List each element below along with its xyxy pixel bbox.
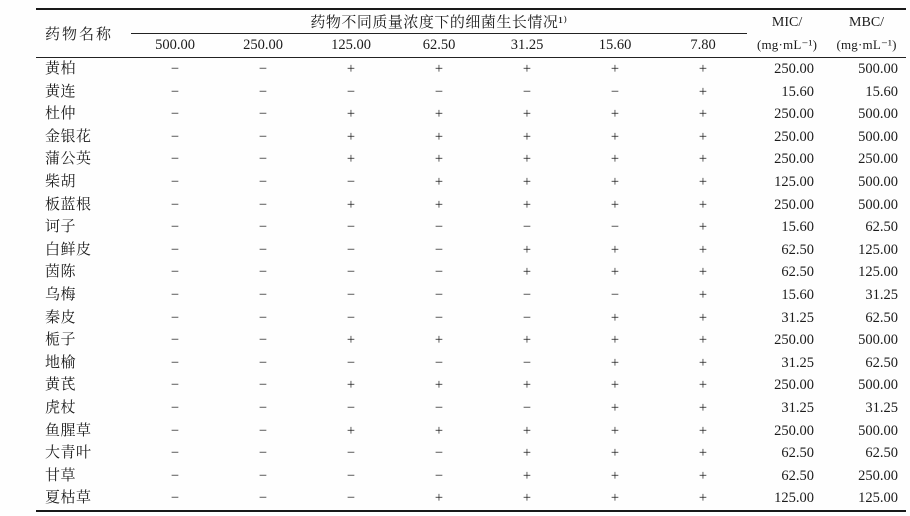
growth-cell-15: + <box>610 241 620 258</box>
growth-cell-250: − <box>258 173 268 190</box>
growth-cell-125: − <box>346 354 356 371</box>
drug-name-cell: 地榆 <box>45 354 77 371</box>
mic-value-cell: 250.00 <box>774 128 815 145</box>
growth-cell-125: − <box>346 173 356 190</box>
growth-cell-250: − <box>258 377 268 394</box>
growth-cell-250: − <box>258 106 268 123</box>
growth-cell-500: − <box>170 128 180 145</box>
table-row <box>36 397 906 420</box>
growth-cell-500: − <box>170 445 180 462</box>
drug-name-cell: 黄芪 <box>45 377 77 394</box>
growth-cell-125: − <box>346 399 356 416</box>
growth-cell-500: − <box>170 196 180 213</box>
growth-cell-31: + <box>522 241 532 258</box>
growth-cell-7: + <box>698 83 708 100</box>
growth-cell-500: − <box>170 467 180 484</box>
growth-cell-31: + <box>522 490 532 507</box>
growth-cell-15: + <box>610 61 620 77</box>
table-row <box>36 103 906 126</box>
growth-cell-125: − <box>346 83 356 100</box>
growth-cell-62: + <box>434 332 444 349</box>
mbc-label: MBC/ <box>849 14 885 30</box>
growth-cell-15: + <box>610 445 620 462</box>
table-row <box>36 148 906 171</box>
growth-cell-250: − <box>258 61 268 77</box>
mbc-value-cell: 500.00 <box>858 332 899 349</box>
table-row <box>36 58 906 81</box>
growth-cell-31: + <box>522 151 532 168</box>
table-row <box>36 284 906 307</box>
table-row <box>36 216 906 239</box>
growth-cell-15: − <box>610 83 620 100</box>
mbc-value-cell: 500.00 <box>858 128 899 145</box>
table-row <box>36 352 906 375</box>
growth-cell-31: + <box>522 61 532 77</box>
growth-cell-250: − <box>258 332 268 349</box>
growth-cell-500: − <box>170 173 180 190</box>
growth-cell-250: − <box>258 241 268 258</box>
growth-cell-125: − <box>346 264 356 281</box>
growth-cell-125: − <box>346 286 356 303</box>
table-row <box>36 261 906 284</box>
growth-cell-7: + <box>698 354 708 371</box>
mic-value-cell: 125.00 <box>774 490 815 507</box>
drug-name-cell: 甘草 <box>45 467 77 484</box>
mic-unit: (mg·mL⁻¹) <box>756 36 818 52</box>
growth-cell-250: − <box>258 83 268 100</box>
growth-cell-31: − <box>522 354 532 371</box>
growth-cell-125: − <box>346 467 356 484</box>
drug-name-cell: 黄连 <box>45 83 77 100</box>
growth-cell-250: − <box>258 264 268 281</box>
growth-cell-31: − <box>522 286 532 303</box>
table-row <box>36 374 906 397</box>
table-row <box>36 194 906 217</box>
growth-cell-7: + <box>698 219 708 236</box>
growth-cell-125: − <box>346 219 356 236</box>
growth-cell-250: − <box>258 467 268 484</box>
drug-name-cell: 柴胡 <box>45 173 77 190</box>
growth-cell-15: + <box>610 128 620 145</box>
growth-cell-15: + <box>610 422 620 439</box>
growth-cell-125: + <box>346 61 356 77</box>
growth-cell-500: − <box>170 264 180 281</box>
growth-cell-15: + <box>610 399 620 416</box>
drug-name-cell: 虎杖 <box>45 399 77 416</box>
drug-name-cell: 诃子 <box>45 219 77 236</box>
mic-value-cell: 250.00 <box>774 151 815 168</box>
drug-name-cell: 秦皮 <box>45 309 77 326</box>
growth-cell-31: + <box>522 128 532 145</box>
growth-cell-250: − <box>258 219 268 236</box>
growth-cell-500: − <box>170 286 180 303</box>
table-row <box>36 329 906 352</box>
mic-value-cell: 15.60 <box>781 83 815 100</box>
drug-name-cell: 栀子 <box>45 332 77 349</box>
growth-cell-250: − <box>258 128 268 145</box>
growth-cell-7: + <box>698 106 708 123</box>
growth-cell-125: + <box>346 422 356 439</box>
mic-value-cell: 62.50 <box>781 445 815 462</box>
drug-name-cell: 夏枯草 <box>45 490 92 507</box>
drug-name-cell: 蒲公英 <box>45 151 92 168</box>
mbc-unit: (mg·mL⁻¹) <box>836 36 897 52</box>
growth-cell-7: + <box>698 173 708 190</box>
table-row <box>36 420 906 443</box>
mic-column-header <box>747 9 827 58</box>
growth-cell-62: + <box>434 61 444 77</box>
drug-name-cell: 杜仲 <box>45 106 77 123</box>
mbc-value-cell: 125.00 <box>858 241 899 258</box>
growth-cell-125: − <box>346 241 356 258</box>
growth-cell-15: − <box>610 219 620 236</box>
table-row <box>36 81 906 104</box>
table-row <box>36 171 906 194</box>
mbc-value-cell: 500.00 <box>858 173 899 190</box>
growth-cell-15: − <box>610 286 620 303</box>
concentration-header-125: 125.00 <box>331 37 371 53</box>
growth-cell-31: − <box>522 83 532 100</box>
growth-cell-7: + <box>698 128 708 145</box>
growth-cell-125: + <box>346 196 356 213</box>
growth-cell-7: + <box>698 196 708 213</box>
growth-cell-250: − <box>258 196 268 213</box>
mbc-value-cell: 500.00 <box>858 377 899 394</box>
growth-cell-7: + <box>698 490 708 507</box>
mbc-value-cell: 500.00 <box>858 196 899 213</box>
mbc-value-cell: 250.00 <box>858 151 899 168</box>
growth-cell-125: + <box>346 106 356 123</box>
growth-cell-15: + <box>610 467 620 484</box>
mbc-value-cell: 31.25 <box>865 399 899 416</box>
growth-cell-7: + <box>698 399 708 416</box>
growth-cell-250: − <box>258 422 268 439</box>
table-row <box>36 126 906 149</box>
growth-cell-62: − <box>434 264 444 281</box>
mbc-value-cell: 62.50 <box>865 309 899 326</box>
mbc-value-cell: 250.00 <box>858 467 899 484</box>
table-row <box>36 307 906 330</box>
concentration-header-250: 250.00 <box>243 37 283 53</box>
growth-cell-125: + <box>346 377 356 394</box>
mic-value-cell: 62.50 <box>781 264 815 281</box>
mic-value-cell: 250.00 <box>774 106 815 123</box>
mic-value-cell: 15.60 <box>781 219 815 236</box>
drug-name-cell: 黄柏 <box>45 61 77 77</box>
growth-cell-250: − <box>258 151 268 168</box>
drug-name-cell: 板蓝根 <box>45 196 92 213</box>
growth-cell-250: − <box>258 309 268 326</box>
drug-name-cell: 鱼腥草 <box>45 422 92 439</box>
growth-cell-7: + <box>698 241 708 258</box>
growth-cell-62: + <box>434 106 444 123</box>
growth-cell-62: − <box>434 445 444 462</box>
growth-cell-15: + <box>610 490 620 507</box>
drug-name-cell: 大青叶 <box>45 445 92 462</box>
drug-name-cell: 茵陈 <box>45 264 77 281</box>
growth-cell-7: + <box>698 467 708 484</box>
table-row <box>36 442 906 465</box>
drug-name-cell: 白鲜皮 <box>45 241 92 258</box>
table-row <box>36 465 906 488</box>
mic-value-cell: 31.25 <box>781 354 815 371</box>
growth-cell-500: − <box>170 377 180 394</box>
mbc-column-header <box>827 9 906 58</box>
growth-cell-7: + <box>698 377 708 394</box>
mic-value-cell: 250.00 <box>774 61 815 77</box>
growth-cell-31: − <box>522 399 532 416</box>
growth-cell-250: − <box>258 445 268 462</box>
mic-label: MIC/ <box>771 14 803 30</box>
growth-cell-62: + <box>434 196 444 213</box>
growth-cell-250: − <box>258 286 268 303</box>
mic-value-cell: 250.00 <box>774 422 815 439</box>
growth-cell-500: − <box>170 241 180 258</box>
mbc-value-cell: 500.00 <box>858 106 899 123</box>
growth-cell-62: − <box>434 286 444 303</box>
growth-cell-7: + <box>698 445 708 462</box>
growth-cell-7: + <box>698 151 708 168</box>
growth-cell-31: + <box>522 106 532 123</box>
growth-cell-62: + <box>434 128 444 145</box>
concentration-header-7: 7.80 <box>690 37 716 53</box>
mic-value-cell: 250.00 <box>774 196 815 213</box>
drug-name-column-header: 药物名称 <box>45 27 114 43</box>
growth-cell-500: − <box>170 490 180 507</box>
growth-cell-7: + <box>698 61 708 77</box>
growth-cell-31: + <box>522 377 532 394</box>
mbc-value-cell: 62.50 <box>865 354 899 371</box>
concentration-header-15: 15.60 <box>598 37 632 53</box>
growth-cell-31: − <box>522 219 532 236</box>
antibacterial-results-table <box>36 8 906 512</box>
growth-cell-500: − <box>170 422 180 439</box>
mic-value-cell: 250.00 <box>774 332 815 349</box>
mic-value-cell: 31.25 <box>781 399 815 416</box>
drug-name-cell: 金银花 <box>45 128 92 145</box>
growth-cell-7: + <box>698 422 708 439</box>
growth-cell-31: + <box>522 196 532 213</box>
growth-cell-62: + <box>434 173 444 190</box>
mic-value-cell: 125.00 <box>774 173 815 190</box>
drug-name-cell: 乌梅 <box>45 286 77 303</box>
mic-value-cell: 250.00 <box>774 377 815 394</box>
growth-cell-15: + <box>610 264 620 281</box>
growth-cell-62: − <box>434 309 444 326</box>
mbc-value-cell: 125.00 <box>858 490 899 507</box>
growth-cell-15: + <box>610 106 620 123</box>
mbc-value-cell: 31.25 <box>865 286 899 303</box>
growth-cell-125: − <box>346 309 356 326</box>
table-body <box>36 58 906 511</box>
growth-cell-500: − <box>170 219 180 236</box>
growth-cell-250: − <box>258 354 268 371</box>
growth-cell-15: + <box>610 196 620 213</box>
mic-value-cell: 31.25 <box>781 309 815 326</box>
mbc-value-cell: 62.50 <box>865 445 899 462</box>
mic-value-cell: 62.50 <box>781 467 815 484</box>
growth-cell-62: + <box>434 490 444 507</box>
concentration-header-31: 31.25 <box>510 37 544 53</box>
growth-cell-15: + <box>610 377 620 394</box>
growth-cell-15: + <box>610 151 620 168</box>
growth-cell-62: − <box>434 354 444 371</box>
table-row <box>36 239 906 262</box>
growth-cell-31: + <box>522 467 532 484</box>
growth-cell-62: − <box>434 241 444 258</box>
growth-cell-500: − <box>170 106 180 123</box>
growth-cell-500: − <box>170 151 180 168</box>
mic-value-cell: 15.60 <box>781 286 815 303</box>
growth-cell-7: + <box>698 264 708 281</box>
growth-cell-31: − <box>522 309 532 326</box>
growth-cell-125: + <box>346 332 356 349</box>
growth-cell-500: − <box>170 354 180 371</box>
growth-cell-125: + <box>346 151 356 168</box>
table-row <box>36 487 906 511</box>
mbc-value-cell: 500.00 <box>858 422 899 439</box>
growth-cell-500: − <box>170 399 180 416</box>
growth-cell-31: + <box>522 422 532 439</box>
growth-cell-15: + <box>610 173 620 190</box>
growth-cell-62: + <box>434 422 444 439</box>
growth-cell-7: + <box>698 332 708 349</box>
growth-cell-62: + <box>434 377 444 394</box>
growth-cell-7: + <box>698 309 708 326</box>
concentration-header-62: 62.50 <box>422 37 456 53</box>
mbc-value-cell: 125.00 <box>858 264 899 281</box>
growth-cell-15: + <box>610 309 620 326</box>
growth-cell-62: − <box>434 467 444 484</box>
growth-cell-500: − <box>170 332 180 349</box>
mbc-value-cell: 500.00 <box>858 61 899 77</box>
growth-span-header: 药物不同质量浓度下的细菌生长情况¹⁾ <box>131 9 747 34</box>
growth-cell-62: − <box>434 219 444 236</box>
growth-cell-15: + <box>610 354 620 371</box>
growth-cell-62: − <box>434 399 444 416</box>
growth-cell-250: − <box>258 490 268 507</box>
growth-cell-500: − <box>170 83 180 100</box>
growth-cell-31: + <box>522 264 532 281</box>
growth-cell-15: + <box>610 332 620 349</box>
table-header <box>36 9 906 58</box>
mbc-value-cell: 15.60 <box>865 83 899 100</box>
growth-cell-62: + <box>434 151 444 168</box>
growth-cell-250: − <box>258 399 268 416</box>
growth-cell-125: − <box>346 445 356 462</box>
growth-cell-500: − <box>170 309 180 326</box>
growth-cell-500: − <box>170 61 180 77</box>
concentration-header-500: 500.00 <box>155 37 195 53</box>
growth-cell-62: − <box>434 83 444 100</box>
growth-cell-31: + <box>522 173 532 190</box>
growth-cell-125: − <box>346 490 356 507</box>
mic-value-cell: 62.50 <box>781 241 815 258</box>
growth-cell-31: + <box>522 332 532 349</box>
growth-cell-7: + <box>698 286 708 303</box>
growth-cell-125: + <box>346 128 356 145</box>
growth-cell-31: + <box>522 445 532 462</box>
mbc-value-cell: 62.50 <box>865 219 899 236</box>
header-row-top <box>36 9 906 34</box>
